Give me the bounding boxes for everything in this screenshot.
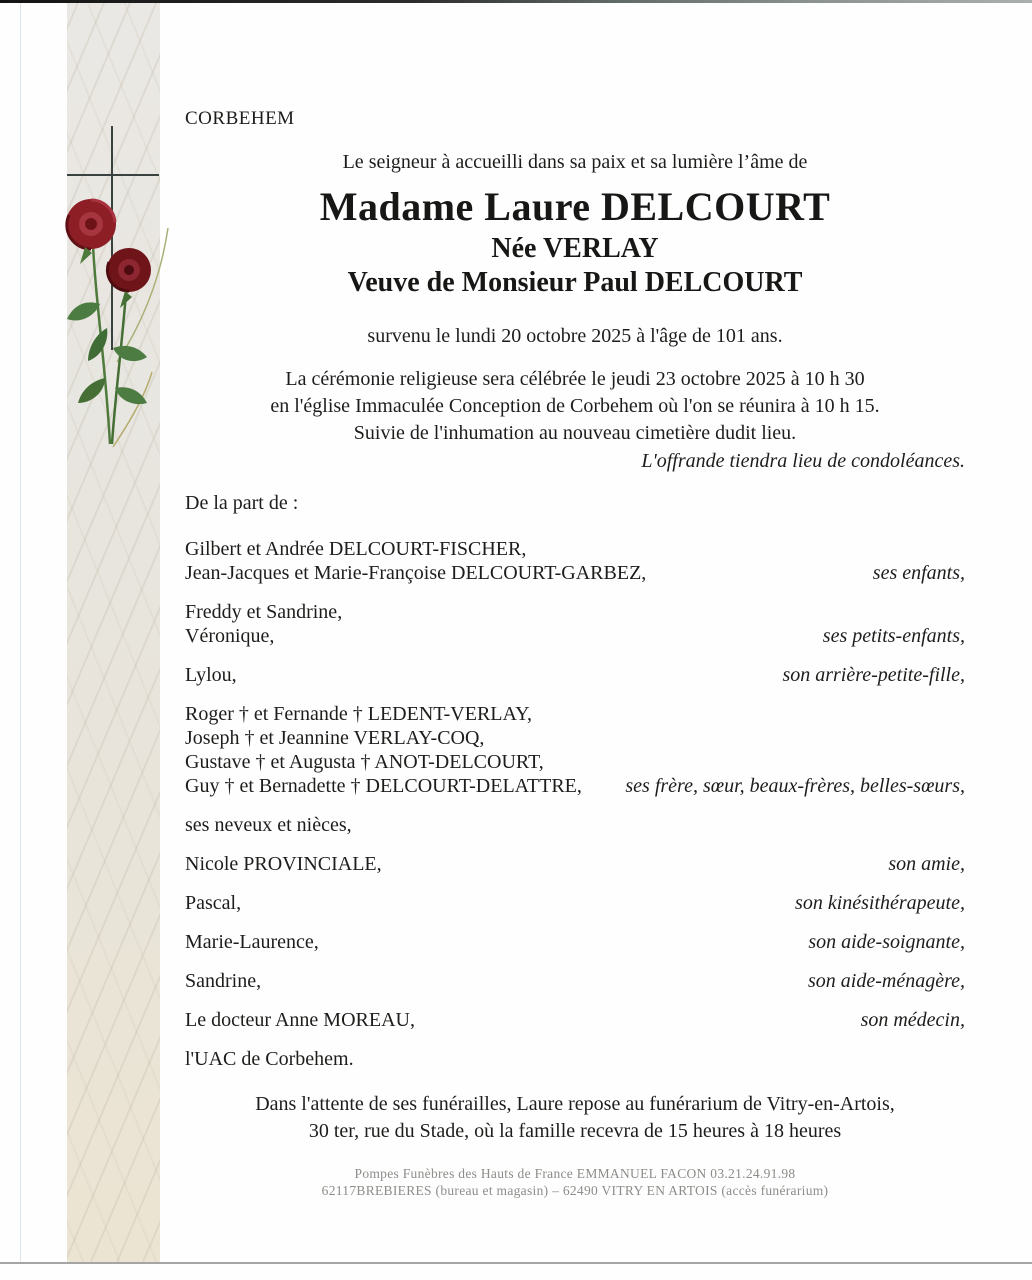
name-line xyxy=(185,813,965,837)
ceremony-line: en l'église Immaculée Conception de Corbehem où l'on se réunira à 10 h 15. xyxy=(270,395,880,417)
family-group-nephews-nieces xyxy=(185,813,965,837)
obituary-content xyxy=(185,100,965,1199)
relation-label: son arrière-petite-fille, xyxy=(782,664,965,686)
name-line xyxy=(185,537,965,561)
name-line xyxy=(185,600,965,624)
relation-label: son aide-soignante, xyxy=(808,931,965,953)
funeral-home-line: Pompes Funèbres des Hauts de France EMMANUEL FACON 03.21.24.91.98 xyxy=(354,1166,796,1181)
offering-line: L'offrande tiendra lieu de condoléances. xyxy=(641,450,965,472)
family-names: Le docteur Anne MOREAU, xyxy=(185,1009,415,1031)
family-names: ses neveux et nièces, xyxy=(185,814,352,836)
family-names: l'UAC de Corbehem. xyxy=(185,1048,354,1070)
cross-roses-icon xyxy=(55,112,175,462)
wake-line: Dans l'attente de ses funérailles, Laure repose au funérarium de Vitry-en-Artois, xyxy=(255,1093,895,1115)
intro-line: Le seigneur à accueilli dans sa paix et sa lumière l’âme de xyxy=(342,151,808,173)
family-names: Jean-Jacques et Marie-Françoise DELCOURT-GARBEZ, xyxy=(185,562,647,584)
wake-block xyxy=(185,1091,965,1145)
family-names: Pascal, xyxy=(185,892,242,914)
wake-line: 30 ter, rue du Stade, où la famille recevra de 15 heures à 18 heures xyxy=(308,1120,842,1142)
name-line xyxy=(185,891,965,915)
scan-bottom-edge xyxy=(0,1262,1032,1264)
cross-and-roses-illustration xyxy=(55,112,175,462)
family-group-doctor xyxy=(185,1008,965,1032)
name-line xyxy=(185,1047,965,1071)
name-line xyxy=(185,726,965,750)
funeral-home-block xyxy=(185,1165,965,1199)
relation-label: ses petits-enfants, xyxy=(822,625,965,647)
family-group-siblings xyxy=(185,702,965,798)
ceremony-line: La cérémonie religieuse sera célébrée le jeudi 23 octobre 2025 à 10 h 30 xyxy=(285,368,865,390)
family-names: Guy † et Bernadette † DELCOURT-DELATTRE, xyxy=(185,775,582,797)
family-group-caregiver xyxy=(185,930,965,954)
name-line xyxy=(185,702,965,726)
family-names: Joseph † et Jeannine VERLAY-COQ, xyxy=(185,727,485,749)
family-names: Freddy et Sandrine, xyxy=(185,601,343,623)
family-names: Gilbert et Andrée DELCOURT-FISCHER, xyxy=(185,538,527,560)
family-group-physiotherapist xyxy=(185,891,965,915)
relation-label: son kinésithérapeute, xyxy=(795,892,965,914)
family-group-uac xyxy=(185,1047,965,1071)
name-line xyxy=(185,930,965,954)
relation-label: son aide-ménagère, xyxy=(808,970,965,992)
deceased-name: Madame Laure DELCOURT xyxy=(319,184,831,229)
family-names: Marie-Laurence, xyxy=(185,931,319,953)
name-line xyxy=(185,750,965,774)
name-line xyxy=(185,852,965,876)
family-names: Véronique, xyxy=(185,625,275,647)
name-line xyxy=(185,561,965,585)
name-line xyxy=(185,1008,965,1032)
from-label: De la part de : xyxy=(185,492,299,514)
family-group-great-granddaughter xyxy=(185,663,965,687)
relation-label: ses enfants, xyxy=(872,562,965,584)
name-line xyxy=(185,624,965,648)
death-line: survenu le lundi 20 octobre 2025 à l'âge de 101 ans. xyxy=(367,325,783,347)
name-line xyxy=(185,969,965,993)
family-names: Lylou, xyxy=(185,664,237,686)
relation-label: ses frère, sœur, beaux-frères, belles-sœurs, xyxy=(625,775,965,797)
scan-left-line xyxy=(20,3,21,1262)
family-group-housekeeper xyxy=(185,969,965,993)
family-group-children xyxy=(185,537,965,585)
relation-label: son médecin, xyxy=(860,1009,965,1031)
name-line xyxy=(185,774,965,798)
ceremony-line: Suivie de l'inhumation au nouveau cimetière dudit lieu. xyxy=(353,422,797,444)
widow-line: Veuve de Monsieur Paul DELCOURT xyxy=(347,267,803,298)
family-names: Sandrine, xyxy=(185,970,262,992)
family-group-friend xyxy=(185,852,965,876)
family-group-grandchildren xyxy=(185,600,965,648)
relation-label: son amie, xyxy=(888,853,965,875)
funeral-home-line: 62117BREBIERES (bureau et magasin) – 62490 VITRY EN ARTOIS (accès funérarium) xyxy=(321,1183,829,1198)
name-line xyxy=(185,663,965,687)
family-names: Gustave † et Augusta † ANOT-DELCOURT, xyxy=(185,751,544,773)
maiden-name: Née VERLAY xyxy=(491,233,659,264)
family-groups xyxy=(185,537,965,1071)
city-heading: CORBEHEM xyxy=(185,108,295,129)
ceremony-block xyxy=(185,366,965,447)
family-names: Nicole PROVINCIALE, xyxy=(185,853,382,875)
family-names: Roger † et Fernande † LEDENT-VERLAY, xyxy=(185,703,532,725)
